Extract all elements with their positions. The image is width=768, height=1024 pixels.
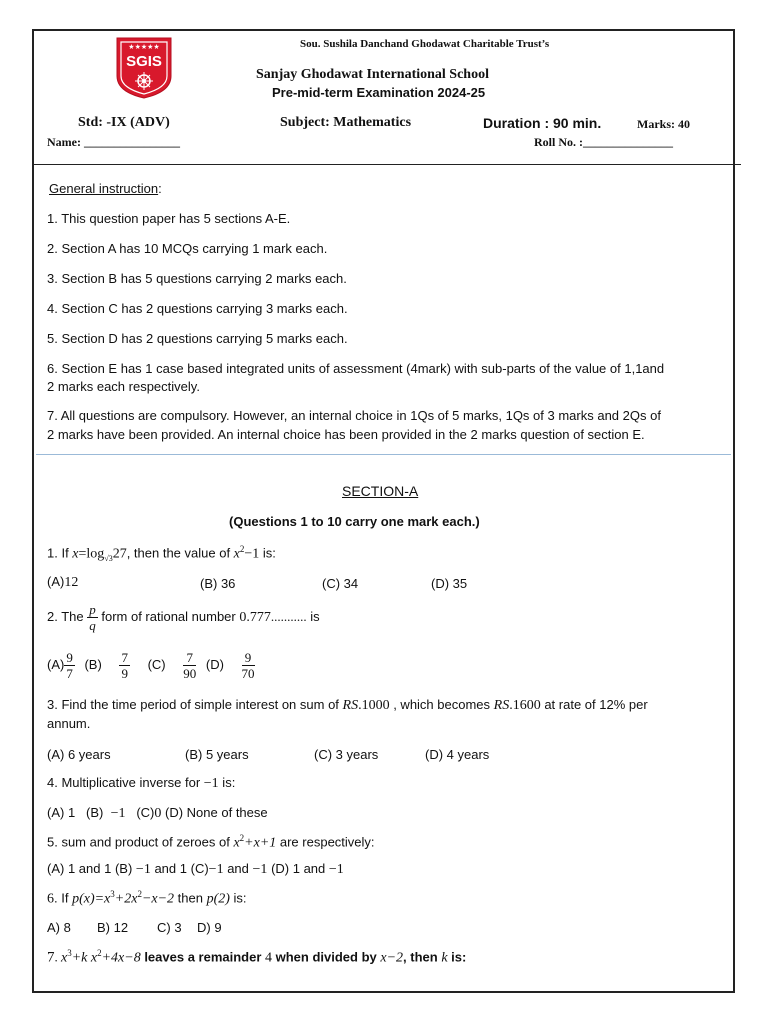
- instruction-item: 6. Section E has 1 case based integrated units of assessment (4mark) with sub-parts of the value of 1,1and: [47, 361, 665, 376]
- q3-option-c: (C) 3 years: [314, 747, 379, 762]
- duration: Duration : 90 min.: [483, 115, 602, 131]
- question-3: 3. Find the time period of simple interest on sum of RS.1000 , which becomes RS.1600 at rate of 12% per: [47, 697, 648, 713]
- q1-option-a: (A)12: [47, 574, 79, 590]
- roll-number-field: Roll No. :_______________: [534, 135, 673, 149]
- instruction-item: 1. This question paper has 5 sections A-E.: [47, 211, 291, 226]
- q2-option-c-value: $\frac{7}{90}$: [183, 650, 197, 681]
- header-divider: [32, 164, 741, 165]
- q2-options: [47, 651, 255, 680]
- question-2: 2. The $\frac{p}{q}$ form of rational number 0.777........... is: [47, 602, 320, 633]
- total-marks: Marks: 40: [637, 117, 690, 131]
- instruction-item: 2. Section A has 10 MCQs carrying 1 mark each.: [47, 241, 328, 256]
- q2-option-b-label: (B): [84, 656, 102, 672]
- instruction-item: 3. Section B has 5 questions carrying 2 marks each.: [47, 271, 347, 286]
- q2-option-c-label: (C): [147, 656, 166, 672]
- name-field: Name: ________________: [47, 135, 180, 149]
- sgis-logo-icon: [115, 36, 173, 100]
- q6-option-a: A) 8: [47, 920, 71, 935]
- q4-options: (A) 1 (B) −1 (C)0 (D) None of these: [47, 805, 268, 821]
- q2-option-b-value: $\frac{7}{9}$: [121, 650, 128, 681]
- instruction-item: 5. Section D has 2 questions carrying 5 marks each.: [47, 331, 348, 346]
- section-a-subtitle: (Questions 1 to 10 carry one mark each.): [229, 514, 480, 529]
- section-divider: [36, 454, 731, 455]
- question-5: 5. sum and product of zeroes of $x^2+x+1$ are respectively:: [47, 833, 375, 851]
- trust-name: Sou. Sushila Danchand Ghodawat Charitable Trust’s: [300, 38, 550, 50]
- instruction-item: 4. Section C has 2 questions carrying 3 marks each.: [47, 301, 348, 316]
- standard: Std: -IX (ADV): [78, 115, 170, 130]
- q6-option-c: C) 3: [157, 920, 182, 935]
- question-1: 1. If $x=\log_{√3}27$, then the value of $x^2-1$ is:: [47, 544, 276, 563]
- q1-option-d: (D) 35: [431, 576, 468, 591]
- logo-stars: ★★★★★: [128, 43, 160, 51]
- q1-option-c: (C) 34: [322, 576, 359, 591]
- exam-title: Pre-mid-term Examination 2024-25: [272, 85, 486, 100]
- q2-option-d-value: $\frac{9}{70}$: [241, 650, 255, 681]
- q3-option-a: (A) 6 years: [47, 747, 111, 762]
- section-a-title: SECTION-A: [342, 483, 419, 499]
- q2-option-a: (A) $\frac{9}{7}$: [47, 650, 73, 681]
- q5-options: (A) 1 and 1 (B) −1 and 1 (C)−1 and −1 (D) 1 and −1: [47, 861, 344, 877]
- subject: Subject: Mathematics: [280, 115, 412, 130]
- q6-option-b: B) 12: [97, 920, 129, 935]
- question-3-line-2: annum.: [47, 716, 91, 731]
- instruction-item: 2 marks have been provided. An internal choice has been provided in the 2 marks question of section E.: [47, 427, 645, 442]
- q1-option-b: (B) 36: [200, 576, 236, 591]
- q3-option-b: (B) 5 years: [185, 747, 249, 762]
- instructions-title: General instruction:: [49, 181, 162, 196]
- q2-option-d-label: (D): [205, 656, 224, 672]
- question-paper: [32, 29, 735, 993]
- question-6: 6. If $p(x)=x^3+2x^2-x-2$ then p(2) is:: [47, 889, 247, 907]
- school-name: Sanjay Ghodawat International School: [256, 67, 489, 82]
- instruction-item: 7. All questions are compulsory. However, an internal choice in 1Qs of 5 marks, 1Qs of 3 marks and 2Qs of: [47, 408, 661, 423]
- question-4: 4. Multiplicative inverse for −1 is:: [47, 775, 236, 791]
- q3-option-d: (D) 4 years: [425, 747, 490, 762]
- q6-option-d: D) 9: [197, 920, 222, 935]
- instruction-item: 2 marks each respectively.: [47, 379, 200, 394]
- logo-text: SGIS: [126, 53, 162, 70]
- question-7: 7. $x^3+k$ $x^2+4x-8$ leaves a remainder 4 when divided by x−2, then k is:: [47, 948, 467, 966]
